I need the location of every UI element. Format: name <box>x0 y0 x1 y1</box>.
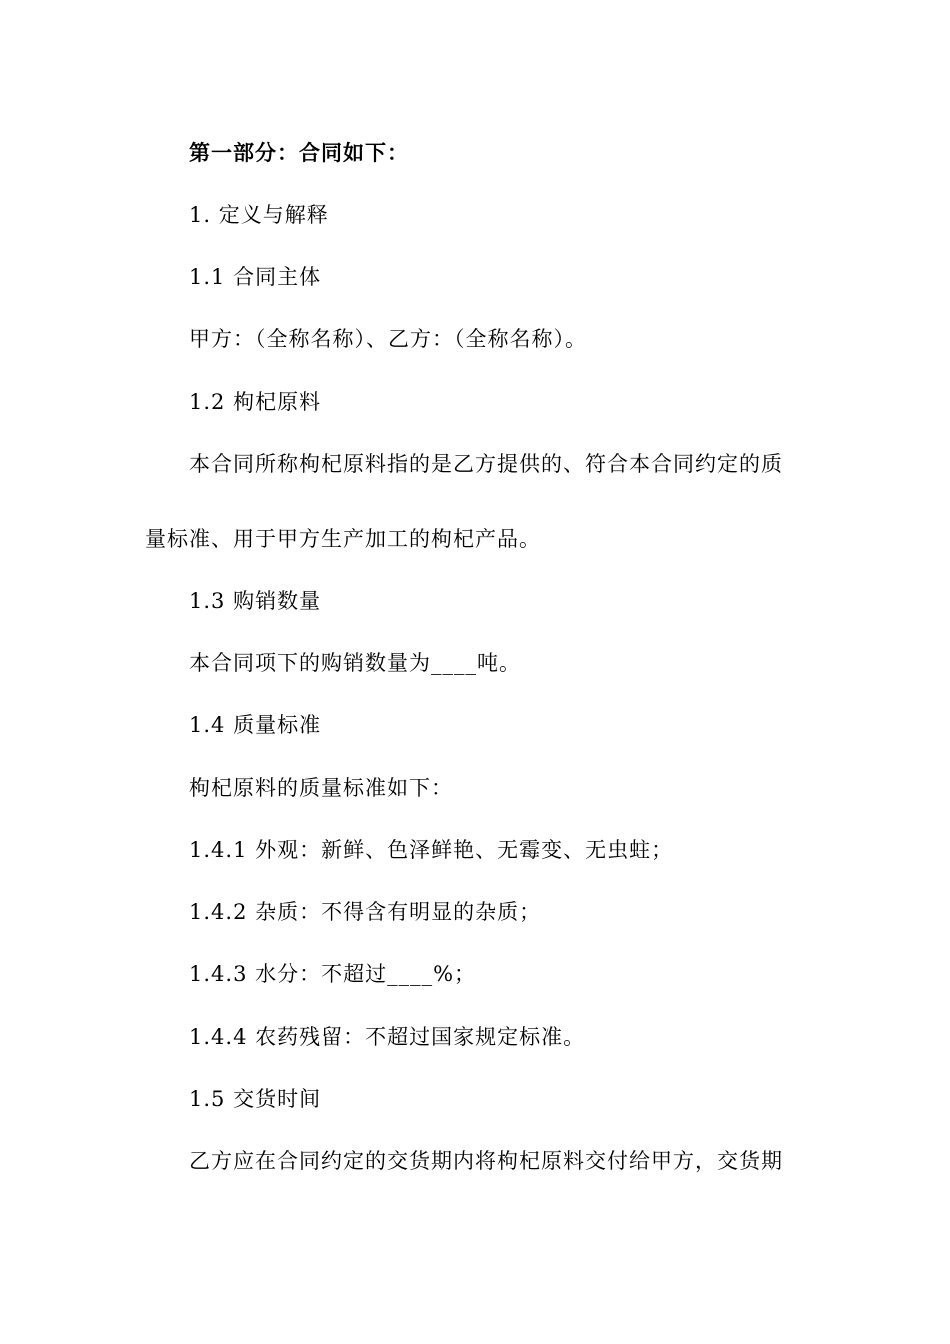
section-1-2-heading: 1.2 枸杞原料 <box>189 390 322 414</box>
section-1-5-heading: 1.5 交货时间 <box>189 1087 322 1111</box>
section-1-1-text: 甲方：（全称名称）、乙方：（全称名称）。 <box>189 327 587 351</box>
section-1-5-text-line1: 乙方应在合同约定的交货期内将枸杞原料交付给甲方，交货期 <box>189 1149 783 1173</box>
section-1-1-heading: 1.1 合同主体 <box>189 265 322 289</box>
section-1-2-text-line1: 本合同所称枸杞原料指的是乙方提供的、符合本合同约定的质 <box>189 452 783 476</box>
section-1-4-3: 1.4.3 水分：不超过____%； <box>189 962 477 986</box>
section-1-4-intro: 枸杞原料的质量标准如下： <box>189 776 453 800</box>
section-1-4-1: 1.4.1 外观：新鲜、色泽鲜艳、无霉变、无虫蛀； <box>189 838 674 862</box>
section-1-4-heading: 1.4 质量标准 <box>189 713 322 737</box>
section-1-heading: 1. 定义与解释 <box>189 203 329 227</box>
section-1-2-text-line2: 量标准、用于甲方生产加工的枸杞产品。 <box>145 527 541 551</box>
section-1-4-4: 1.4.4 农药残留：不超过国家规定标准。 <box>189 1025 586 1049</box>
section-1-3-text: 本合同项下的购销数量为____吨。 <box>189 651 521 675</box>
section-1-3-heading: 1.3 购销数量 <box>189 589 322 613</box>
section-1-4-2: 1.4.2 杂质：不得含有明显的杂质； <box>189 900 542 924</box>
part-title: 第一部分：合同如下： <box>189 141 409 165</box>
